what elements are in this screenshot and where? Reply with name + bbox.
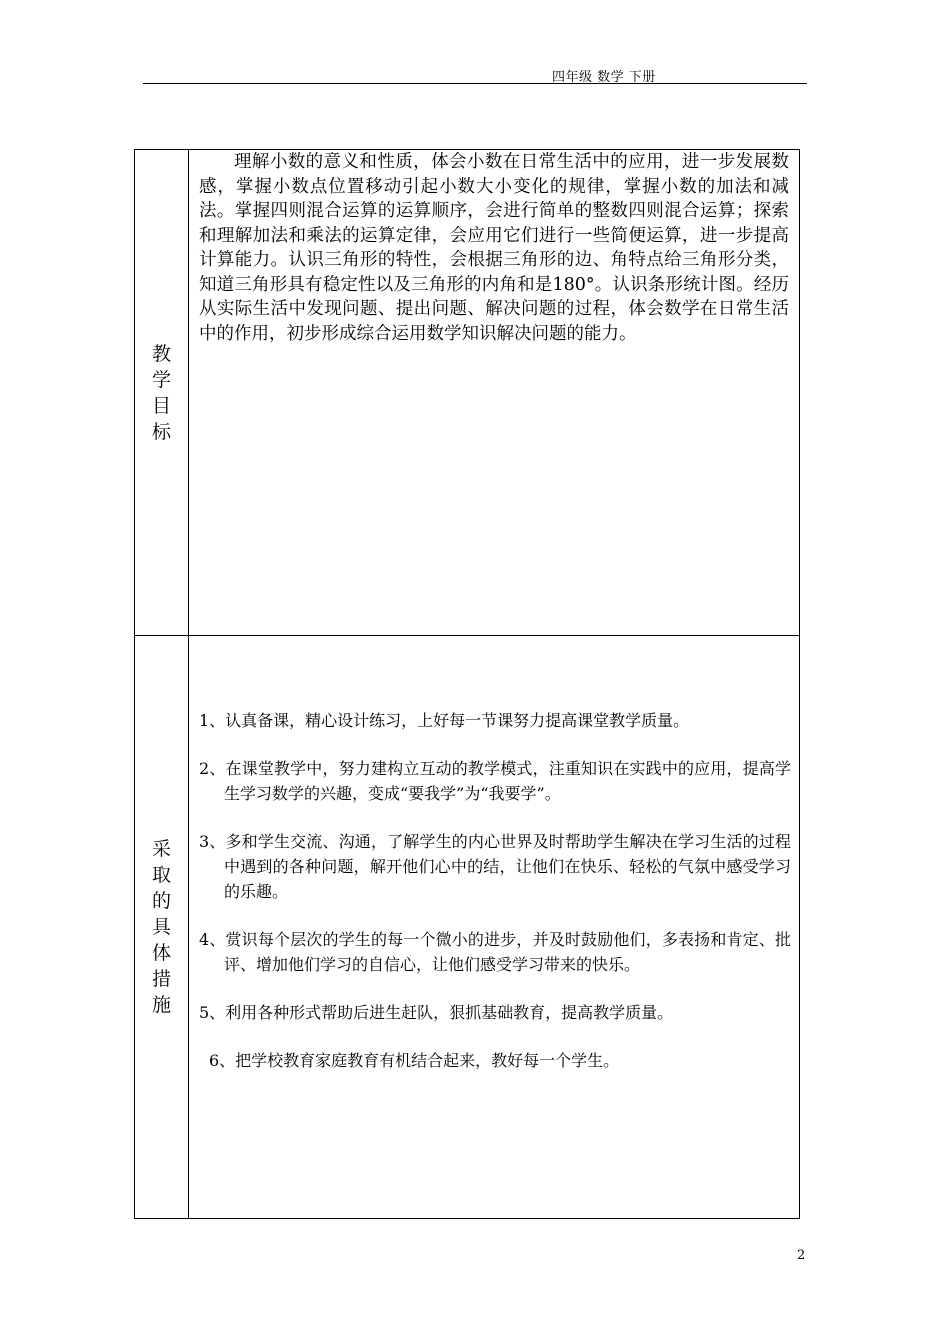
- measure-item-4: 4、赏识每个层次的学生的每一个微小的进步，并及时鼓励他们，多表扬和肯定、批评、增加他们学习的自信心，让他们感受学习带来的快乐。: [199, 930, 791, 974]
- measure-item-6: 6、把学校教育家庭教育有机结合起来，教好每一个学生。: [209, 1051, 620, 1070]
- measure-item-1: 1、认真备课，精心设计练习，上好每一节课努力提高课堂教学质量。: [199, 711, 690, 730]
- goals-text: 理解小数的意义和性质，体会小数在日常生活中的应用，进一步发展数感，掌握小数点位置移动引起小数大小变化的规律，掌握小数的加法和减法。掌握四则混合运算的运算顺序，会进行简单的整数四则混合运算；探索和理解加法和乘法的运算定律，会应用它们进行一些简便运算，进一步提高计算能力。认识三角形的特性，会根据三角形的边、角特点给三角形分类，知道三角形具有稳定性以及三角形的内角和是180°。认识条形统计图。经历从实际生活中发现问题、提出问题、解决问题的过程，体会数学在日常生活中的作用，初步形成综合运用数学知识解决问题的能力。: [199, 152, 789, 344]
- header-rule: [143, 83, 807, 84]
- goals-content-cell: [189, 150, 800, 636]
- page-number: 2: [797, 1248, 806, 1263]
- measures-label: 采取的具体措施: [151, 838, 171, 1016]
- page-header-title: 四年级 数学 下册: [552, 70, 656, 85]
- measure-item-2: 2、在课堂教学中，努力建构立互动的教学模式，注重知识在实践中的应用，提高学生学习数学的兴趣，变成“要我学”为“我要学”。: [199, 759, 791, 803]
- goals-label-cell: [135, 150, 189, 636]
- measures-list: [189, 636, 799, 1073]
- table-row-goals: [135, 150, 800, 636]
- measures-label-cell: [135, 636, 189, 1219]
- measure-item-3: 3、多和学生交流、沟通，了解学生的内心世界及时帮助学生解决在学习生活的过程中遇到的各种问题，解开他们心中的结，让他们在快乐、轻松的气氛中感受学习的乐趣。: [199, 832, 791, 901]
- measures-content-cell: [189, 636, 800, 1219]
- measure-item-5: 5、利用各种形式帮助后进生赶队，狠抓基础教育，提高教学质量。: [199, 1003, 674, 1022]
- table-row-measures: [135, 636, 800, 1219]
- goals-label: 教学目标: [151, 342, 171, 443]
- teaching-plan-table: [134, 149, 800, 1219]
